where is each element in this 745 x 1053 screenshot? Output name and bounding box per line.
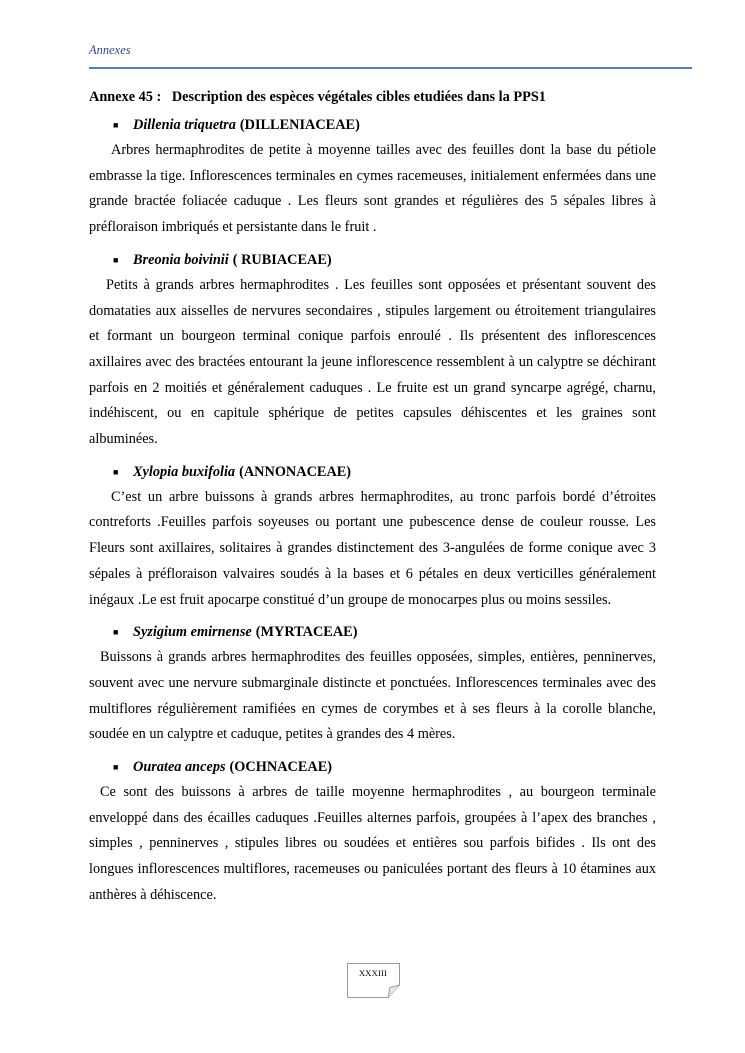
species-family: (ANNONACEAE) xyxy=(239,463,352,480)
square-bullet-icon: ■ xyxy=(113,466,119,477)
species-description: Petits à grands arbres hermaphrodites . Les feuilles sont opposées et présentant souvent des domataties aux aisselles de nervures secondaires , stipules largement ou étroitement triangulaires et formant un bourgeon terminal conique parfois enroulé . Ils présentent des inflorescences axillaires avec des bractées entourant la jeune inflorescence ressemblent à un calyptre se déchirant parfois en 2 moitiés et généralement caduques . Le fruite est un grand syncarpe agrégé, charnu, indéhiscent, ou en capitule sphérique de petites capsules déhiscentes et les graines sont albuminées. xyxy=(89,276,656,448)
page-number-tab xyxy=(347,963,399,997)
square-bullet-icon: ■ xyxy=(113,762,119,773)
species-family: ( RUBIACEAE) xyxy=(232,251,332,268)
species-family: (DILLENIACEAE) xyxy=(239,117,360,133)
species-family: (OCHNACEAE) xyxy=(229,759,333,776)
species-description: C’est un arbre buissons à grands arbres hermaphrodites, au tronc parfois bordé d’étroites contreforts .Feuilles parfois soyeuses ou portant une pubescence dense de couleur rousse. Les Fleurs sont axillaires, solitaires à grandes distinctement des 3-angulées de forme conique avec 3 sépales à préfloraison valvaires soudés à la bases et 6 pétales en deux verticilles généralement inégaux .Le est fruit apocarpe constitué d’un groupe de monocarpes plus ou moins sessiles. xyxy=(89,488,656,608)
document-body xyxy=(89,88,656,909)
species-description: Ce sont des buissons à arbres de taille moyenne hermaphrodites , au bourgeon terminale enveloppé dans des écailles caduques .Feuilles alternes parfois, groupées à l’apex des branches , simples , penninerves , stipules libres ou soudées et entières sou parfois bifides . Ils ont des longues inflorescences multiflores, racemeuses ou paniculées portant des fleurs à 10 étamines aux anthères à déhiscence. xyxy=(89,784,656,903)
species-section xyxy=(89,758,656,909)
species-section xyxy=(89,116,656,241)
species-name: Xylopia buxifolia xyxy=(133,463,236,480)
species-name: Dillenia triquetra xyxy=(133,117,236,133)
species-family: (MYRTACEAE) xyxy=(255,624,358,641)
species-heading xyxy=(89,251,656,269)
square-bullet-icon: ■ xyxy=(113,254,119,265)
annex-title xyxy=(89,88,656,106)
square-bullet-icon: ■ xyxy=(113,627,119,638)
species-heading xyxy=(89,116,656,134)
species-description: Buissons à grands arbres hermaphrodites des feuilles opposées, simples, entières, penninerves, souvent avec une nervure submarginale distincte et ponctuées. Inflorescences terminales avec des multiflores régulièrement ramifiées en cymes de corymbes et à ses fleurs à la corolle blanche, soudée en un calyptre et caduque, petites à grandes des 4 mères. xyxy=(89,649,656,743)
square-bullet-icon: ■ xyxy=(113,120,119,130)
species-name: Syzigium emirnense xyxy=(133,624,252,641)
species-section xyxy=(89,463,656,614)
species-description: Arbres hermaphrodites de petite à moyenne tailles avec des feuilles dont la base du pétiole embrasse la tige. Inflorescences terminales en cymes racemeuses, initialement enfermées dans une grande bractée foliacée caduque . Les fleurs sont grandes et régulières des 5 sépales libres à préfloraison imbriqués et persistante dans le fruit . xyxy=(89,142,656,236)
species-heading xyxy=(89,463,656,481)
species-name: Ouratea anceps xyxy=(133,759,226,776)
species-name: Breonia boivinii xyxy=(133,251,229,268)
species-heading xyxy=(89,623,656,641)
annex-title-text: Description des espèces végétales cibles etudiées dans la PPS1 xyxy=(171,89,546,105)
running-header: Annexes xyxy=(89,43,131,57)
species-section xyxy=(89,251,656,453)
species-heading xyxy=(89,758,656,776)
species-section xyxy=(89,623,656,748)
annex-number: Annexe 45 : xyxy=(89,89,162,105)
header-rule xyxy=(89,67,692,69)
page-number: XXXIII xyxy=(358,968,388,978)
